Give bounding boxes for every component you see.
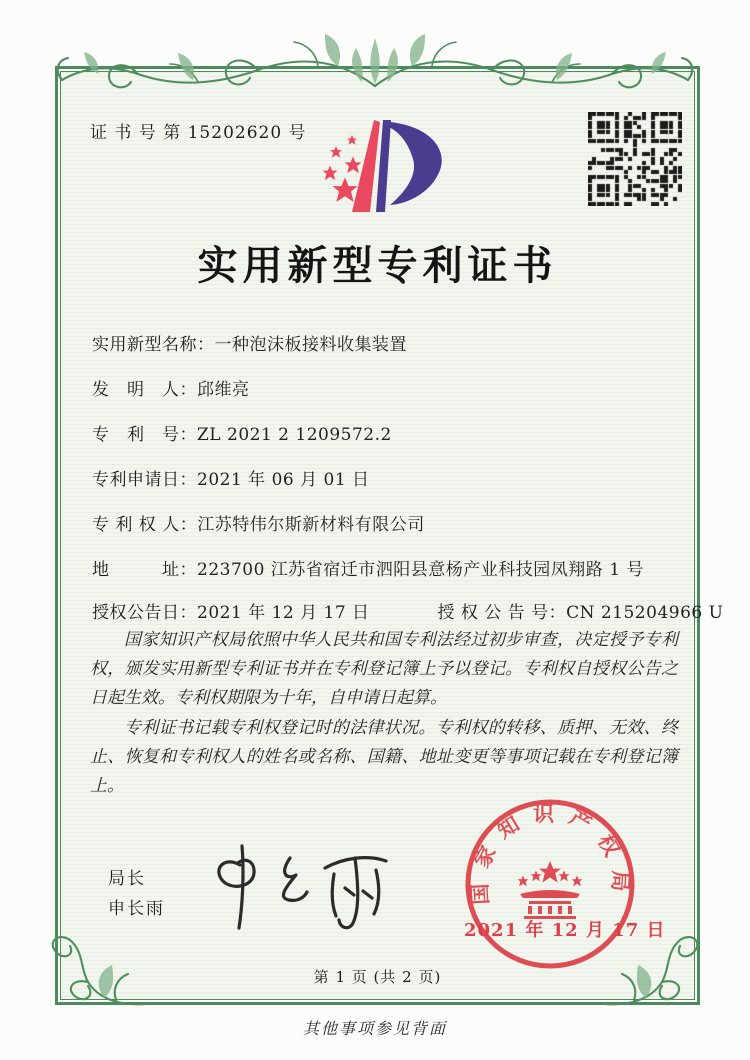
field-value-grant-number: CN 215204966 U	[566, 603, 724, 623]
footer-note: 其他事项参见背面	[302, 1019, 447, 1038]
field-value: 邱维亮	[197, 380, 250, 400]
field-row-grant	[92, 598, 723, 623]
field-label: 地 址：	[92, 560, 197, 580]
handwritten-signature-icon	[195, 830, 410, 940]
field-value: ZL 2021 2 1209572.2	[197, 425, 392, 445]
field-row-patentee	[92, 510, 425, 535]
legal-paragraph-2: 专利证书记载专利权登记时的法律状况。专利权的转移、质押、无效、终止、恢复和专利权人的姓名或名称、国籍、地址变更等事项记载在专利登记簿上。	[90, 717, 678, 797]
field-value: 223700 江苏省宿迁市泗阳县意杨产业科技园凤翔路 1 号	[197, 560, 644, 580]
field-row-patent-number	[92, 420, 392, 445]
svg-text:国家知识产权局	[466, 801, 634, 905]
field-row-inventor	[92, 375, 250, 400]
seal-agency-text: 国家知识产权局	[466, 801, 634, 906]
field-value: 江苏特伟尔斯新材料有限公司	[197, 515, 425, 535]
signer-name: 申长雨	[108, 899, 165, 919]
page-number-note: 第 1 页 (共 2 页)	[313, 968, 442, 986]
field-row-address	[92, 555, 644, 580]
cnipa-logo-icon	[290, 110, 470, 230]
field-value: 2021 年 06 月 01 日	[197, 470, 370, 490]
field-row-filing-date	[92, 465, 370, 490]
legal-text-block	[90, 626, 678, 801]
field-label: 实用新型名称：	[92, 335, 215, 355]
official-round-seal-icon	[455, 792, 645, 987]
field-label-grant-number: 授 权 公 告 号：	[437, 603, 567, 623]
legal-paragraph-1: 国家知识产权局依照中华人民共和国专利法经过初步审查，决定授予专利权，颁发实用新型专利证书并在专利登记簿上予以登记。专利权自授权公告之日起生效。专利权期限为十年，自申请日起算。	[90, 630, 678, 709]
signer-title: 局长	[108, 869, 146, 889]
qr-code	[588, 112, 682, 206]
certificate-title: 实用新型专利证书	[197, 242, 558, 289]
certificate-number: 证 书 号 第 15202620 号	[90, 123, 307, 143]
field-label: 专利申请日：	[92, 470, 197, 490]
field-row-patent-name	[92, 330, 407, 355]
field-label: 专 利 权 人：	[92, 515, 198, 535]
field-label: 发 明 人：	[92, 380, 197, 400]
national-emblem-icon	[518, 861, 583, 919]
field-label: 专 利 号：	[92, 425, 197, 445]
seal-date: 2021 年 12 月 17 日	[464, 920, 666, 941]
field-value-grant-date: 2021 年 12 月 17 日	[197, 603, 370, 623]
field-label-grant-date: 授权公告日：	[92, 603, 197, 623]
field-value: 一种泡沫板接料收集装置	[214, 335, 407, 355]
